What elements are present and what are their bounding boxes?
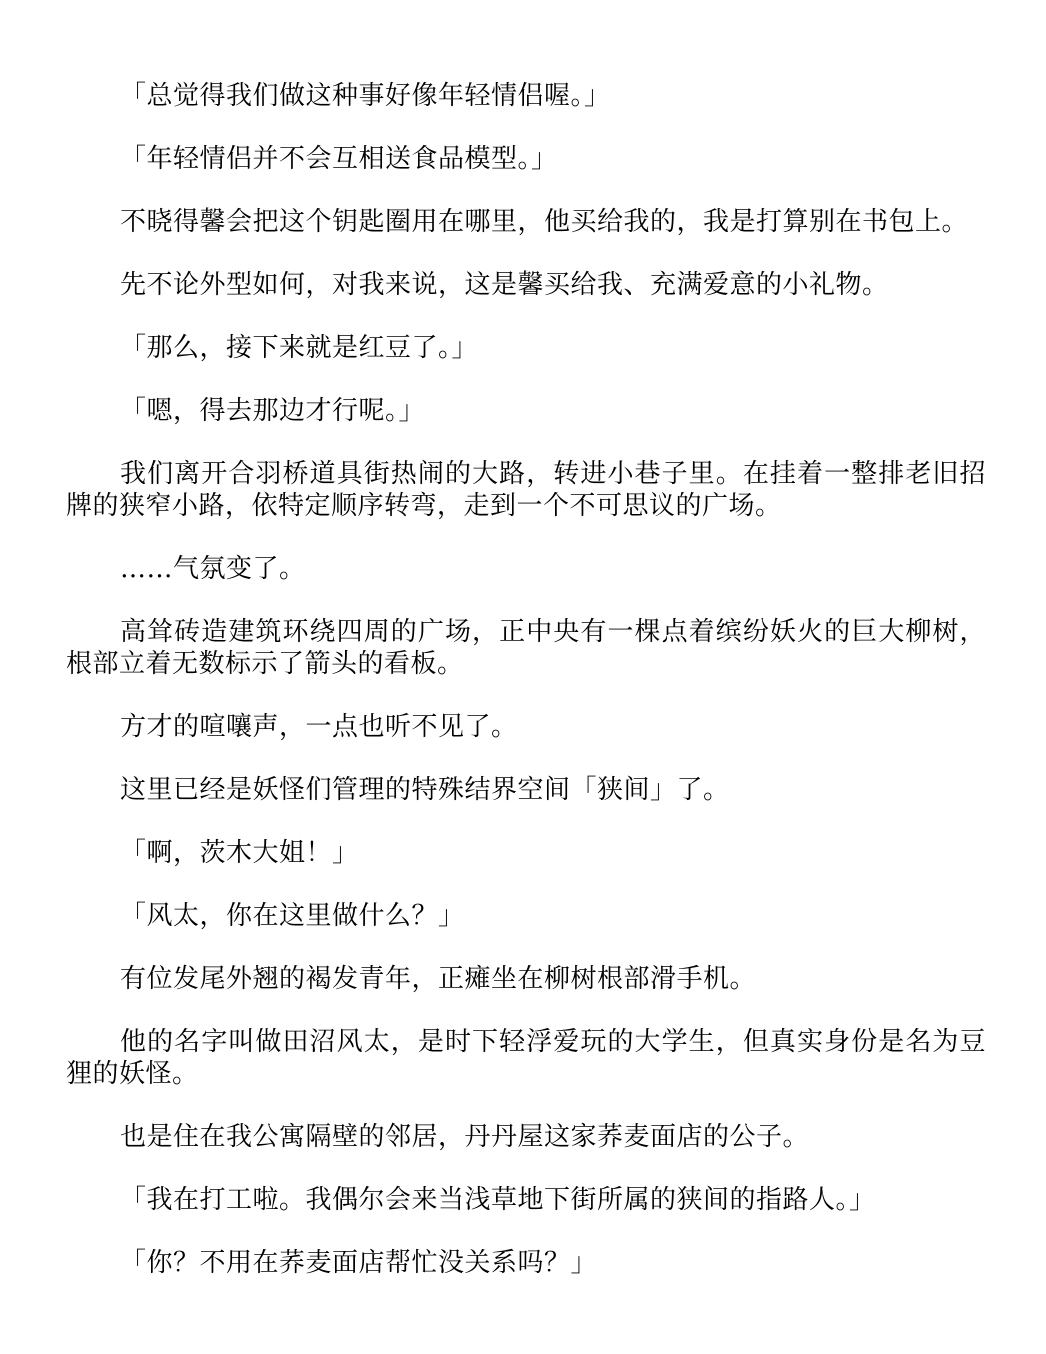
paragraph: 「啊，茨木大姐！」	[120, 838, 359, 868]
paragraph: 有位发尾外翘的褐发青年，正瘫坐在柳树根部滑手机。	[120, 964, 757, 994]
paragraph: 不晓得馨会把这个钥匙圈用在哪里，他买给我的，我是打算别在书包上。	[120, 207, 969, 237]
paragraph: 「我在打工啦。我偶尔会来当浅草地下街所属的狭间的指路人。」	[120, 1185, 876, 1215]
paragraph: 高耸砖造建筑环绕四周的广场，正中央有一棵点着缤纷妖火的巨大柳树，根部立着无数标示了箭头的看板。	[66, 617, 986, 679]
paragraph: 「那么，接下来就是红豆了。」	[120, 333, 479, 363]
paragraph: 「风太，你在这里做什么？」	[120, 901, 465, 931]
paragraph: 他的名字叫做田沼风太，是时下轻浮爱玩的大学生，但真实身份是名为豆狸的妖怪。	[66, 1027, 986, 1089]
paragraph: 「嗯，得去那边才行呢。」	[120, 396, 426, 426]
paragraph: 方才的喧嚷声，一点也听不见了。	[120, 712, 518, 742]
paragraph: 先不论外型如何，对我来说，这是馨买给我、充满爱意的小礼物。	[120, 270, 889, 300]
paragraph: 也是住在我公寓隔壁的邻居，丹丹屋这家荞麦面店的公子。	[120, 1122, 810, 1152]
paragraph: 「总觉得我们做这种事好像年轻情侣喔。」	[120, 81, 611, 111]
paragraph: ……气氛变了。	[120, 554, 306, 584]
paragraph: 「你？不用在荞麦面店帮忙没关系吗？」	[120, 1248, 598, 1278]
paragraph: 我们离开合羽桥道具街热闹的大路，转进小巷子里。在挂着一整排老旧招牌的狭窄小路，依特定顺序转弯，走到一个不可思议的广场。	[66, 459, 986, 521]
paragraph: 「年轻情侣并不会互相送食品模型。」	[120, 144, 558, 174]
paragraph: 这里已经是妖怪们管理的特殊结界空间「狭间」了。	[120, 775, 730, 805]
